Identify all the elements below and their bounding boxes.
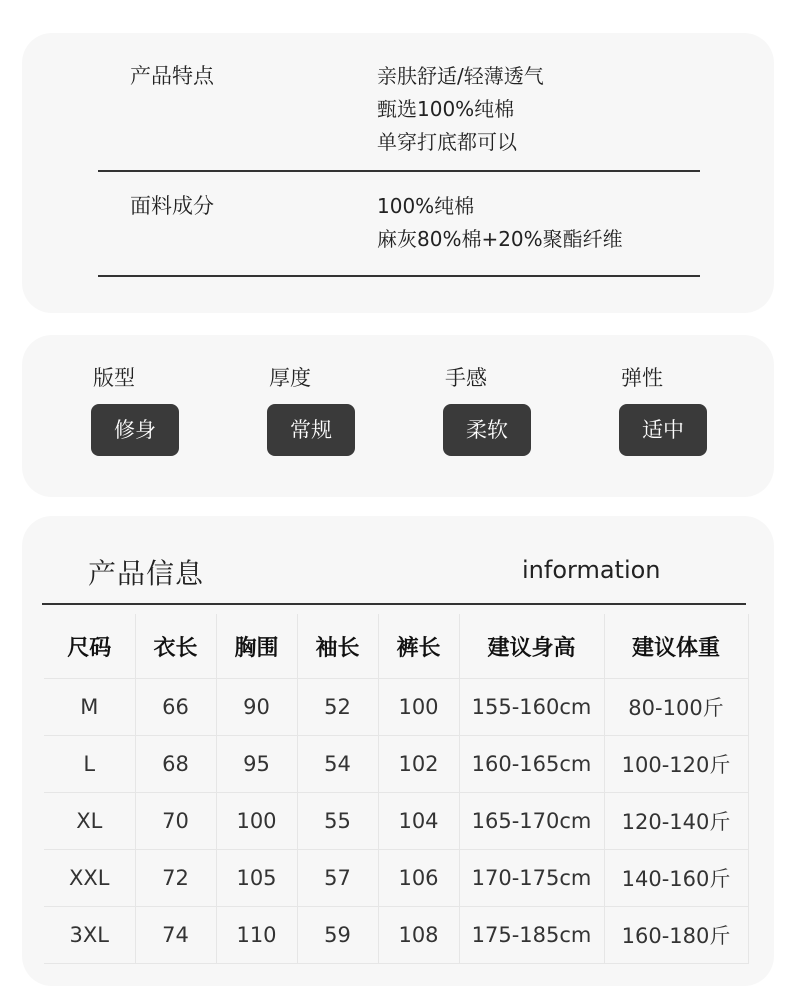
table-cell: 108 bbox=[378, 907, 459, 964]
size-chart-subtitle: information bbox=[522, 556, 661, 584]
feature-label-product: 产品特点 bbox=[130, 64, 214, 88]
table-cell: 80-100斤 bbox=[604, 679, 748, 736]
feature-value: 单穿打底都可以 bbox=[377, 130, 517, 154]
feature-divider bbox=[98, 275, 700, 277]
features-card bbox=[22, 33, 774, 313]
table-cell: 155-160cm bbox=[459, 679, 604, 736]
table-cell: 102 bbox=[378, 736, 459, 793]
table-cell: 74 bbox=[135, 907, 216, 964]
table-cell: 52 bbox=[297, 679, 378, 736]
table-cell: 66 bbox=[135, 679, 216, 736]
size-chart-card bbox=[22, 516, 774, 986]
table-cell: XL bbox=[44, 793, 135, 850]
attributes-card bbox=[22, 335, 774, 497]
table-cell: 57 bbox=[297, 850, 378, 907]
feature-values-fabric bbox=[377, 190, 623, 256]
table-cell: 54 bbox=[297, 736, 378, 793]
table-cell: 160-180斤 bbox=[604, 907, 748, 964]
table-cell: 72 bbox=[135, 850, 216, 907]
table-cell: 55 bbox=[297, 793, 378, 850]
attribute-label: 厚度 bbox=[269, 366, 311, 390]
table-cell: 104 bbox=[378, 793, 459, 850]
table-row bbox=[44, 850, 748, 907]
feature-values-product bbox=[377, 60, 544, 159]
header-length: 衣长 bbox=[135, 614, 216, 679]
attribute-chip-fit: 修身 bbox=[91, 404, 179, 456]
table-cell: 90 bbox=[216, 679, 297, 736]
table-cell: XXL bbox=[44, 850, 135, 907]
table-cell: 170-175cm bbox=[459, 850, 604, 907]
attribute-chip-feel: 柔软 bbox=[443, 404, 531, 456]
table-cell: L bbox=[44, 736, 135, 793]
table-cell: 68 bbox=[135, 736, 216, 793]
table-cell: 165-170cm bbox=[459, 793, 604, 850]
table-cell: 3XL bbox=[44, 907, 135, 964]
table-cell: 95 bbox=[216, 736, 297, 793]
feature-divider bbox=[98, 170, 700, 172]
size-table bbox=[44, 614, 749, 964]
feature-value: 亲肤舒适/轻薄透气 bbox=[377, 64, 544, 88]
feature-value: 100%纯棉 bbox=[377, 194, 475, 218]
table-cell: 100 bbox=[216, 793, 297, 850]
table-cell: 175-185cm bbox=[459, 907, 604, 964]
table-cell: 100 bbox=[378, 679, 459, 736]
table-cell: 105 bbox=[216, 850, 297, 907]
table-cell: 160-165cm bbox=[459, 736, 604, 793]
attribute-label: 弹性 bbox=[621, 366, 663, 390]
feature-value: 麻灰80%棉+20%聚酯纤维 bbox=[377, 227, 623, 251]
size-chart-title: 产品信息 bbox=[88, 557, 205, 590]
table-cell: 110 bbox=[216, 907, 297, 964]
table-cell: 140-160斤 bbox=[604, 850, 748, 907]
table-cell: 59 bbox=[297, 907, 378, 964]
table-cell: M bbox=[44, 679, 135, 736]
attribute-chip-elasticity: 适中 bbox=[619, 404, 707, 456]
table-row bbox=[44, 679, 748, 736]
table-row bbox=[44, 736, 748, 793]
attribute-label: 手感 bbox=[445, 366, 487, 390]
header-height: 建议身高 bbox=[459, 614, 604, 679]
table-cell: 70 bbox=[135, 793, 216, 850]
header-weight: 建议体重 bbox=[604, 614, 748, 679]
header-size: 尺码 bbox=[44, 614, 135, 679]
table-cell: 106 bbox=[378, 850, 459, 907]
table-cell: 100-120斤 bbox=[604, 736, 748, 793]
feature-value: 甄选100%纯棉 bbox=[377, 97, 515, 121]
feature-label-fabric: 面料成分 bbox=[130, 194, 214, 218]
attribute-label: 版型 bbox=[93, 366, 135, 390]
table-row bbox=[44, 793, 748, 850]
size-chart-divider bbox=[42, 603, 746, 605]
table-row bbox=[44, 907, 748, 964]
attribute-chip-thickness: 常规 bbox=[267, 404, 355, 456]
table-cell: 120-140斤 bbox=[604, 793, 748, 850]
header-chest: 胸围 bbox=[216, 614, 297, 679]
header-pants-length: 裤长 bbox=[378, 614, 459, 679]
header-sleeve: 袖长 bbox=[297, 614, 378, 679]
table-header-row bbox=[44, 614, 748, 679]
